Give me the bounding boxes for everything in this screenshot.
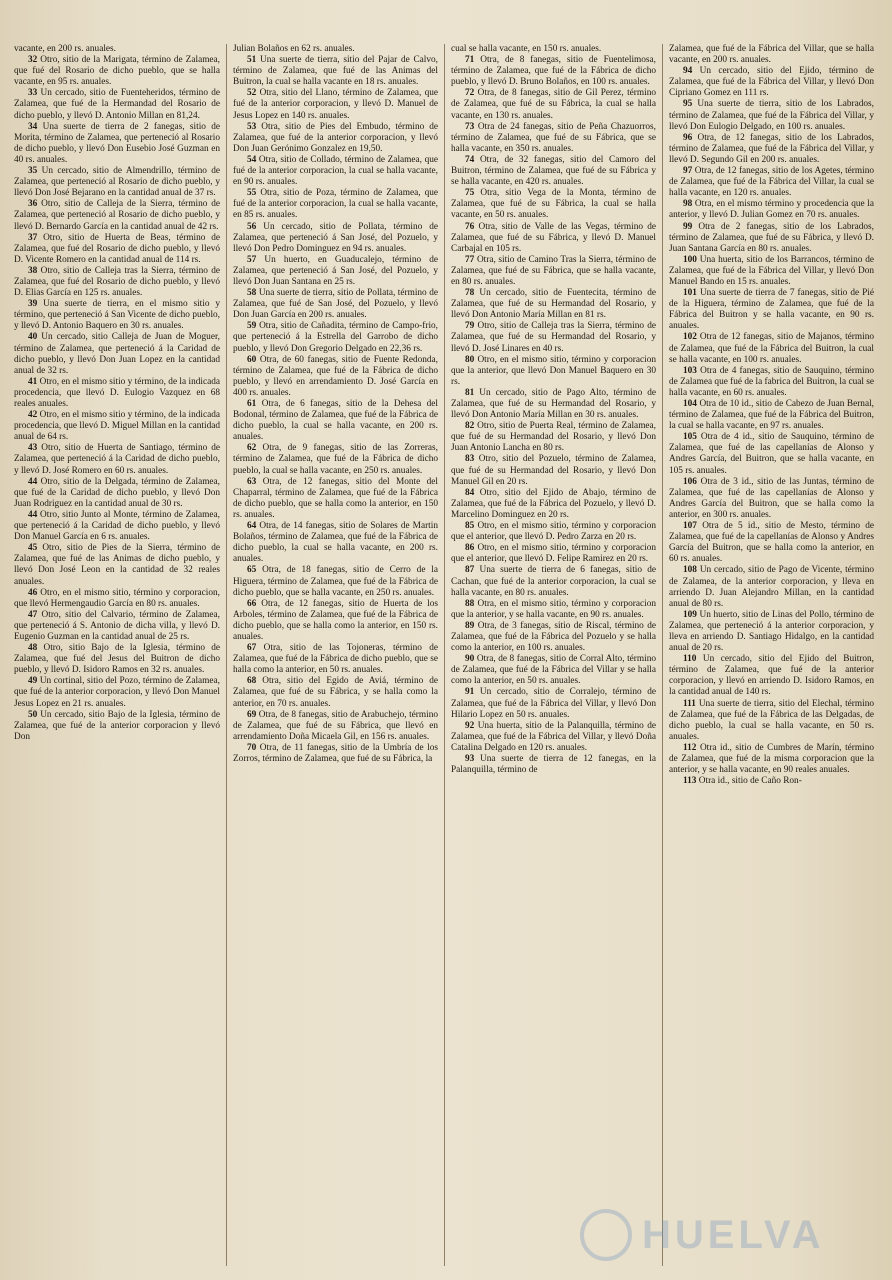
- entry-number: 35: [28, 166, 38, 177]
- entry-text: Otra de 12 fanegas, sitio de Majanos, término de Zalamea, que fué de la Fábrica del Buitron, la cual se halla vacante, en 100 rs. anuales.: [669, 332, 875, 365]
- entry-text: Otra, de 8 fanegas, sitio de Corral Alto, término de Zalamea, que fué de la Fábrica del Villar y se halla como la anterior, en 50 rs. anuales.: [451, 654, 656, 687]
- entry-text: Un cercado, sitio del Ejido, término de Zalamea, que fué de la Fábrica del Villar, y llevó Don Cipriano Gomez en 111 rs.: [669, 66, 875, 99]
- listing-entry: [451, 754, 656, 776]
- entry-number: 92: [465, 720, 475, 731]
- listing-entry: [451, 621, 656, 654]
- listing-entry: [233, 443, 438, 476]
- entry-number: 60: [247, 354, 257, 365]
- entry-number: 105: [683, 432, 697, 443]
- entry-text: Un cercado, sitio de Pago de Vicente, término de Zalamea, de la anterior corporacion, y lleva en arriendo D. Juan Alejandro Millan, en la cantidad anual de 80 rs.: [669, 565, 874, 609]
- listing-entry: [233, 565, 438, 598]
- entry-number: 55: [247, 188, 257, 199]
- listing-entry: [14, 676, 220, 709]
- entry-text: Julian Bolaños en 62 rs. anuales.: [233, 44, 355, 54]
- entry-text: Un huerto, en Guaducalejo, término de Zalamea, que perteneció á San José, del Pozuelo, y llevó Don Juan Santana en 25 rs.: [233, 254, 439, 287]
- listing-entry: [451, 454, 656, 487]
- entry-number: 32: [28, 55, 38, 66]
- entry-number: 36: [28, 199, 38, 210]
- entry-text: Otro, sitio Bajo de la Iglesia, término de Zalamea, que fué del Jesus del Buitron de dicho pueblo, y llevó D. Isidoro Ramos en 32 rs. anuales.: [14, 643, 220, 676]
- entry-text: Otro, sitio de Pies de la Sierra, término de Zalamea, que fué de las Animas de dicho pueblo, y llevó Don José Leon en la cantidad de 32 reales anuales.: [14, 543, 220, 587]
- entry-text: Otra, sitio de Valle de las Vegas, término de Zalamea, que fué de su Fábrica, y llevó D. Manuel Carbajal en 105 rs.: [451, 221, 656, 254]
- entry-text: Otra, en el mismo sitio, término y corporacion que la anterior, y se halla vacante, en 90 rs. anuales.: [451, 598, 656, 620]
- entry-number: 46: [28, 587, 38, 598]
- entry-text: Un cercado, sitio del Ejido del Buitron, término de Zalamea, que fué de la anterior corporacion, y llevó en arriendo D. Isidoro Ramos, en la cantidad anual de 140 rs.: [669, 654, 874, 698]
- listing-entry: [451, 488, 656, 521]
- entry-number: 44: [28, 476, 38, 487]
- listing-entry: [451, 88, 656, 121]
- listing-entry: [14, 588, 220, 610]
- entry-number: 38: [28, 265, 38, 276]
- entry-number: 39: [28, 299, 38, 310]
- entry-text: Otra, de 14 fanegas, sitio de Solares de Martin Bolaños, término de Zalamea, que fué de la Fábrica de dicho pueblo, la cual se halla vacante, en 200 rs. anuales.: [233, 521, 438, 565]
- entry-number: 108: [683, 565, 697, 576]
- entry-text: Otro, sitio de la Marigata, término de Zalamea, que fué del Rosario de dicho pueblo, que se halla vacante, en 95 rs. anuales.: [14, 55, 221, 88]
- listing-entry: [14, 410, 220, 443]
- entry-number: 77: [465, 254, 475, 265]
- entry-number: 33: [28, 88, 38, 99]
- listing-entry: [451, 255, 656, 288]
- listing-entry: [451, 355, 656, 388]
- entry-number: 99: [683, 221, 693, 232]
- entry-number: 81: [465, 387, 475, 398]
- entry-text: Otra, sitio del Llano, término de Zalamea, que fué de la anterior corporacion, y llevó D. Manuel de Jesus Lopez en 140 rs. anuales.: [233, 88, 439, 121]
- entry-text: Una suerte de tierra, sitio de los Labrados, término de Zalamea, que fué de la Fábrica del Villar, y llevó Don Eulogio Delgado, en 100 rs. anuales.: [669, 99, 874, 132]
- entry-number: 51: [247, 55, 257, 66]
- listing-entry: [669, 399, 874, 432]
- entry-number: 88: [465, 598, 475, 609]
- listing-entry: [233, 122, 438, 155]
- entry-number: 62: [247, 443, 257, 454]
- listing-entry: [14, 477, 220, 510]
- entry-text: Otro, en el mismo sitio, término y corporacion que el anterior, que llevó D. Pedro Zarza en 20 rs.: [451, 521, 656, 543]
- entry-number: 44: [28, 509, 38, 520]
- listing-entry: [669, 222, 874, 255]
- listing-entry: [14, 710, 220, 743]
- listing-entry: [233, 355, 438, 399]
- listing-entry: [14, 233, 220, 266]
- entry-number: 52: [247, 88, 257, 99]
- entry-number: 42: [28, 410, 38, 421]
- entry-text: Un cercado, sitio de Fuenteheridos, término de Zalamea, que fué de la Hermandad del Rosario de dicho pueblo, y llevó D. Antonio Millan en 81,24.: [14, 88, 220, 121]
- entry-number: 102: [683, 332, 697, 343]
- entry-text: Otra, de 60 fanegas, sitio de Fuente Redonda, término de Zalamea, que fué de la Fábrica de dicho pueblo, y llevó en arrendamiento D. José García en 400 rs. anuales.: [233, 354, 438, 398]
- listing-entry: [669, 565, 874, 609]
- entry-text: Otra, de 12 fanegas, sitio de los Agetes, término de Zalamea, que fué de la Fábrica del Villar, la cual se halla vacante, en 120 rs. anuales.: [669, 166, 874, 199]
- entry-number: 79: [465, 321, 475, 332]
- entry-number: 43: [28, 443, 38, 454]
- listing-entry: [451, 565, 656, 598]
- entry-number: 112: [683, 742, 697, 753]
- listing-entry: [233, 710, 438, 743]
- entry-number: 54: [247, 154, 257, 165]
- listing-entry: [451, 122, 656, 155]
- entry-number: 97: [683, 166, 693, 177]
- listing-entry: [233, 743, 438, 765]
- entry-text: Otra de 4 fanegas, sitio de Sauquino, término de Zalamea que fué de la fabrica del Buitron, la cual se halla vacante, en 60 rs. anuales.: [669, 365, 874, 398]
- entry-text: Otra, sitio Vega de la Monta, término de Zalamea, que fué de su Fábrica, la cual se halla vacante, en 50 rs. anuales.: [451, 188, 656, 221]
- listing-entry: [451, 188, 656, 221]
- entry-text: Un cercado, sitio de Pollata, término de Zalamea, que perteneció á San José, del Pozuelo, y llevó Don Pedro Dominguez en 94 rs. anuales.: [233, 221, 438, 254]
- listing-entry: [669, 332, 874, 365]
- entry-text: Otra, de 12 fanegas, sitio de Huerta de los Arboles, término de Zalamea, que fué de la Fábrica de dicho pueblo, que se halla como la anterior, en 150 rs. anuales.: [233, 598, 438, 642]
- listing-entry: [233, 88, 438, 121]
- entry-number: 78: [465, 288, 475, 299]
- entry-text: Otra, de 11 fanegas, sitio de la Umbría de los Zorros, término de Zalamea, que fué de su Fábrica, la: [233, 742, 438, 764]
- entry-text: Otro, sitio de Calleja de la Sierra, término de Zalamea, que perteneció al Rosario de dicho pueblo, y llevó D. Bernardo García en la cantidad anual de 42 rs.: [14, 199, 221, 232]
- entry-text: Otro, sitio de Calleja tras la Sierra, término de Zalamea, que fué del Rosario de dicho pueblo, y llevó D. Elias García en 125 rs. anuales.: [14, 265, 220, 299]
- entry-text: Otro, en el mismo sitio, término y corporacion que el anterior, que llevó D. Felipe Ramirez en 20 rs.: [451, 543, 656, 565]
- entry-text: Una huerta, sitio de la Palanquilla, término de Zalamea, que fué de la Fábrica del Villar, y llevó Doña Catalina Delgado en 120 rs. anuales.: [451, 720, 657, 753]
- entry-number: 50: [28, 709, 38, 720]
- entry-number: 96: [683, 132, 693, 143]
- entry-text: Otra, de 32 fanegas, sitio del Camoro del Buitron, término de Zalamea, que fué de su Fábrica y se halla vacante, en 420 rs. anuales.: [451, 154, 656, 188]
- listing-entry: [451, 687, 656, 720]
- entry-text: Otra de 4 id., sitio de Sauquino, término de Zalamea, que fué de las capellanías de Alonso y Andres García, del Buitron, que se halla vacante, en 105 rs. anuales.: [669, 432, 874, 476]
- entry-number: 100: [683, 254, 697, 265]
- entry-number: 104: [683, 399, 697, 409]
- entry-number: 64: [247, 521, 257, 532]
- entry-number: 57: [247, 254, 257, 265]
- listing-entry: [233, 643, 438, 676]
- listing-entry: [233, 55, 438, 88]
- entry-text: Otra, de 18 fanegas, sitio de Cerro de la Higuera, término de Zalamea, que fué de la Fábrica de dicho pueblo, que se halla vacante, en 250 rs. anuales.: [233, 565, 439, 598]
- entry-number: 58: [247, 288, 257, 299]
- listing-entry: [14, 199, 220, 232]
- listing-entry: [233, 477, 438, 521]
- entry-text: Otra de 5 id., sitio de Mesto, término de Zalamea, que fué de la capellanías de Alonso y Andres García del Buitron, que se halla como la anterior, en 60 rs. anuales.: [669, 521, 875, 565]
- listing-entry: [669, 288, 874, 332]
- entry-text: Otro, sitio del Pozuelo, término de Zalamea, que fué de su Hermandad del Rosario, y llevó Don Manuel Gil en 20 rs.: [451, 454, 656, 487]
- listing-entry: [14, 510, 220, 543]
- entry-number: 65: [247, 565, 257, 576]
- entry-text: Una suerte de tierra de 2 fanegas, sitio de Morita, término de Zalamea, que perteneció al Rosario de dicho pueblo, y llevó Don Eusebio José Guzman en 40 rs. anuales.: [14, 121, 220, 165]
- listing-entry: [14, 44, 220, 55]
- listing-entry: [233, 222, 438, 255]
- listing-entry: [233, 676, 438, 709]
- entry-text: Otro, en el mismo sitio, término y corporacion que la anterior, que llevó Don Manuel Baquero en 30 rs.: [451, 354, 656, 387]
- entry-number: 70: [247, 742, 257, 753]
- entry-number: 53: [247, 121, 257, 132]
- listing-entry: [451, 421, 656, 454]
- listing-entry: [14, 377, 220, 410]
- listing-entry: [233, 255, 438, 288]
- listing-entry: [14, 122, 220, 166]
- listing-entry: [14, 543, 220, 587]
- entry-text: Un cercado, sitio de Almendrillo, término de Zalamea, que perteneció al Rosario de dicho pueblo, y llevó Don José Bejarano en la cantidad anual de 37 rs.: [14, 166, 220, 199]
- entry-number: 113: [683, 776, 697, 787]
- entry-text: Otra, de 12 fanegas, sitio de los Labrados, término de Zalamea, que fué de la Fábrica del Villar, y llevó D. Segundo Gil en 200 rs. anuales.: [669, 132, 874, 165]
- listing-entry: [669, 255, 874, 288]
- entry-number: 37: [28, 232, 38, 243]
- entry-text: Un cercado, sitio Calleja de Juan de Moguer, término de Zalamea, que perteneció á la Caridad de dicho pueblo, y llevó Don Juan Lopez en la cantidad anual de 32 rs.: [14, 332, 220, 376]
- entry-text: Otra, sitio de Collado, término de Zalamea, que fué de la anterior corporacion, la cual se halla vacante, en 90 rs. anuales.: [233, 154, 438, 188]
- listing-entry: [669, 44, 874, 66]
- listing-entry: [14, 88, 220, 121]
- listing-entry: [451, 521, 656, 543]
- entry-number: 34: [28, 121, 38, 132]
- entry-number: 87: [465, 565, 475, 576]
- entry-number: 90: [465, 654, 475, 665]
- entry-text: Otra, de 9 fanegas, sitio de las Zorreras, término de Zalamea, que fué de la Fábrica de dicho pueblo, la cual se halla vacante, en 250 rs. anuales.: [233, 443, 438, 476]
- listing-entry: [14, 610, 220, 643]
- listing-entry: [669, 654, 874, 698]
- entry-text: Otro, sitio del Calvario, término de Zalamea, que perteneció á S. Antonio de dicha villa, y llevó D. Eugenio Guzman en la cantidad anual de 25 rs.: [14, 609, 220, 642]
- listing-entry: [14, 643, 220, 676]
- listing-entry: [451, 222, 656, 255]
- entry-text: cual se halla vacante, en 150 rs. anuales.: [451, 44, 602, 54]
- entry-number: 69: [247, 709, 257, 720]
- listing-entry: [451, 654, 656, 687]
- listing-entry: [669, 743, 874, 776]
- listing-entry: [14, 55, 220, 88]
- entry-text: Otra, sitio de Poza, término de Zalamea, que fué de la anterior corporacion, la cual se halla vacante, en 85 rs. anuales.: [233, 188, 438, 221]
- entry-text: Otra, de 6 fanegas, sitio de la Dehesa del Bodonal, término de Zalamea, que fué de la Fábrica de dicho pueblo, la cual se halla vacante, en 200 rs. anuales.: [233, 399, 438, 443]
- entry-text: Otro, sitio de Calleja tras la Sierra, término de Zalamea, que fué de su Hermandad del Rosario, y llevó D. José Linares en 40 rs.: [451, 321, 656, 354]
- entry-number: 85: [465, 521, 475, 532]
- listing-entry: [451, 321, 656, 354]
- column-3: [444, 44, 662, 1266]
- listing-entry: [233, 521, 438, 565]
- entry-number: 67: [247, 643, 257, 654]
- entry-number: 49: [28, 676, 38, 687]
- entry-text: Una suerte de tierra, sitio de Pollata, término de Zalamea, que fué de San José, del Pozuelo, y llevó Don Juan García en 200 rs. anuales.: [233, 288, 439, 321]
- listing-entry: [233, 399, 438, 443]
- entry-text: Otra, de 12 fanegas, sitio del Monte del Chaparral, término de Zalamea, que fué de la Fábrica de dicho pueblo, que se halla como la anterior, en 150 rs. anuales.: [233, 476, 439, 520]
- entry-text: Una suerte de tierra, en el mismo sitio y término, que perteneció á San Vicente de dicho pueblo, y llevó D. Antonio Baquero en 30 rs. anuales.: [14, 299, 220, 332]
- entry-number: 56: [247, 221, 257, 232]
- entry-text: Un cercado, sitio de Fuentecita, término de Zalamea, que fué de su Hermandad del Rosario, y llevó Don Antonio María Millan en 81 rs.: [451, 288, 657, 321]
- entry-text: Otra, de 3 fanegas, sitio de Riscal, término de Zalamea, que fué de la Fábrica del Pozuelo y se halla como la anterior, en 100 rs. anuales.: [451, 620, 657, 654]
- entry-text: Otra, en el mismo término y procedencia que la anterior, y llevó D. Julian Gomez en 70 rs. anuales.: [669, 199, 874, 221]
- entry-number: 75: [465, 188, 475, 199]
- entry-number: 84: [465, 487, 475, 498]
- column-1: [8, 44, 226, 1266]
- listing-entry: [669, 166, 874, 199]
- listing-entry: [14, 332, 220, 376]
- entry-text: Un cortinal, sitio del Pozo, término de Zalamea, que fué de la anterior corporacion, y llevó Don Manuel Jesus Lopez en 21 rs. anuales.: [14, 676, 220, 709]
- listing-entry: [669, 699, 874, 743]
- entry-number: 82: [465, 421, 475, 432]
- entry-number: 91: [465, 687, 475, 698]
- column-2: [226, 44, 444, 1266]
- entry-number: 93: [465, 754, 475, 764]
- entry-number: 47: [28, 609, 38, 620]
- listing-entry: [233, 288, 438, 321]
- entry-text: Un cercado, sitio de Pago Alto, término de Zalamea, que fué de su Hermandad del Rosario, y llevó Don Antonio María Millan en 30 rs. anuales.: [451, 387, 656, 421]
- text-columns: [8, 44, 880, 1266]
- listing-entry: [451, 721, 656, 754]
- entry-text: Otra, sitio de Pies del Embudo, término de Zalamea, que fué de la anterior corporacion, y llevó Don Juan Gerónimo Gonzalez en 19,50.: [233, 121, 439, 154]
- entry-number: 110: [683, 654, 697, 665]
- listing-entry: [233, 155, 438, 188]
- entry-number: 66: [247, 598, 257, 609]
- listing-entry: [233, 599, 438, 643]
- listing-entry: [451, 44, 656, 55]
- entry-text: Otro, sitio de Puerta Real, término de Zalamea, que fué de su Hermandad del Rosario, y llevó Don Juan Antonio Lancha en 80 rs.: [451, 421, 656, 454]
- listing-entry: [14, 443, 220, 476]
- entry-number: 103: [683, 365, 697, 376]
- entry-text: Otro, sitio de la Delgada, término de Zalamea, que fué de la Caridad de dicho pueblo, y llevó Don Juan Rodriguez en la cantidad anual de 30 rs.: [14, 476, 221, 509]
- entry-text: Otro, en el mismo sitio y término, de la indicada procedencia, que llevó D. Miguel Millan en la cantidad anual de 64 rs.: [14, 410, 220, 443]
- entry-number: 89: [465, 620, 475, 631]
- entry-text: Otro, sitio de Huerta de Santiago, término de Zalamea, que perteneció á la Caridad de dicho pueblo, y llevó D. José Romero en 60 rs. anuales.: [14, 443, 221, 476]
- listing-entry: [669, 477, 874, 521]
- entry-text: Otra, sitio de Cañadita, término de Campo-frio, que perteneció á la Estrella del Garrobo de dicho pueblo, y llevó Don Gregorio Delgado en 22,36 rs.: [233, 321, 438, 354]
- entry-number: 80: [465, 354, 475, 365]
- entry-text: Otra, sitio del Egido de Aviá, término de Zalamea, que fué de su Fábrica, y se halla como la anterior, en 70 rs. anuales.: [233, 676, 438, 709]
- entry-text: Otra, sitio de las Tojoneras, término de Zalamea, que fué de la Fábrica de dicho pueblo, que se halla como la anterior, en 50 rs. anuales.: [233, 643, 438, 676]
- entry-number: 48: [28, 643, 38, 654]
- listing-entry: [233, 188, 438, 221]
- entry-text: Otro, sitio del Ejido de Abajo, término de Zalamea, que fué de la Fábrica del Pozuelo, y llevó D. Marcelino Dominguez en 20 rs.: [451, 487, 656, 520]
- entry-text: Un cercado, sitio Bajo de la Iglesia, término de Zalamea, que fué de la anterior corporacion y llevó Don: [14, 709, 220, 742]
- entry-number: 76: [465, 221, 475, 232]
- entry-text: Otra de 10 id., sitio de Cabezo de Juan Bernal, término de Zalamea, que fué de la Fábrica del Buitron, la cual se halla vacante, en 97 rs. anuales.: [669, 399, 874, 432]
- entry-number: 59: [247, 321, 257, 332]
- listing-entry: [451, 155, 656, 188]
- entry-number: 63: [247, 476, 257, 487]
- listing-entry: [14, 299, 220, 332]
- entry-text: Otra, de 8 fanegas, sitio de Arabuchejo, término de Zalamea, que fué de su Fábrica, que llevó en arrendamiento Doña Micaela Gil, en 156 rs. anuales.: [233, 709, 438, 742]
- entry-text: Una huerta, sitio de los Barrancos, término de Zalamea, que fué de la Fábrica del Villar, y llevó Don Manuel Bando en 15 rs. anuales.: [669, 254, 875, 287]
- entry-text: Un cercado, sitio de Corralejo, término de Zalamea, que fué de la Fábrica del Villar, y llevó Don Hilario Lopez en 50 rs. anuales.: [451, 687, 656, 720]
- listing-entry: [14, 266, 220, 299]
- entry-number: 45: [28, 543, 38, 554]
- entry-number: 68: [247, 676, 257, 687]
- entry-text: Otra de 2 fanegas, sitio de los Labrados, término de Zalamea, que fué de su Fábrica, y llevó D. Juan Santana García en 80 rs. anuales.: [669, 221, 874, 254]
- listing-entry: [669, 432, 874, 476]
- listing-entry: [451, 543, 656, 565]
- entry-text: Otro, sitio Junto al Monte, término de Zalamea, que perteneció á la Caridad de dicho pueblo, y llevó Don Manuel García en 6 rs. anuales.: [14, 509, 220, 543]
- entry-number: 74: [465, 154, 475, 165]
- watermark-text: HUELVA: [642, 1212, 825, 1257]
- listing-entry: [669, 366, 874, 399]
- listing-entry: [451, 599, 656, 621]
- entry-text: Un huerto, sitio de Linas del Pollo, término de Zalamea, que perteneció á la anterior corporacion, y lleva en arriendo D. Santiago Hidalgo, en la cantidad anual de 20 rs.: [669, 609, 874, 654]
- entry-text: Una suerte de tierra, sitio del Elechal, término de Zalamea, que fué de la Fábrica de las Delgadas, de dicho pueblo, la cual se halla vacante, en 50 rs. anuales.: [669, 698, 875, 742]
- listing-entry: [451, 55, 656, 88]
- entry-number: 73: [465, 121, 475, 132]
- entry-text: Otra id., sitio de Cumbres de Marín, término de Zalamea, que fué de la misma corporacion que la anterior, y se halla vacante, en 90 reales anuales.: [669, 742, 875, 776]
- entry-text: Otro, en el mismo sitio y término, de la indicada procedencia, que llevó D. Eulogio Vazquez en 68 reales anuales.: [14, 376, 220, 409]
- entry-text: Otra de 3 id., sitio de las Juntas, término de Zalamea, que fué de las capellanías de Alonso y Andres García del Buitron, que se halla como la anterior, en 300 rs. anuales.: [669, 476, 874, 520]
- entry-number: 41: [28, 376, 38, 387]
- listing-entry: [233, 321, 438, 354]
- listing-entry: [669, 66, 874, 99]
- entry-number: 86: [465, 543, 475, 554]
- listing-entry: [669, 521, 874, 565]
- entry-text: Una suerte de tierra, sitio del Pajar de Calvo, término de Zalamea, que fué de las Animas del Buitron, la cual se halla vacante en 18 rs. anuales.: [233, 55, 438, 88]
- listing-entry: [669, 199, 874, 221]
- entry-number: 111: [683, 698, 696, 709]
- column-4: [662, 44, 880, 1266]
- entry-number: 107: [683, 521, 697, 532]
- listing-entry: [669, 776, 874, 787]
- listing-entry: [14, 166, 220, 199]
- entry-text: Otra, de 8 fanegas, sitio de Fuentelimosa, término de Zalamea, que fué de la Fábrica de dicho pueblo, y llevó D. Bruno Bolaños, en 100 rs. anuales.: [451, 55, 656, 88]
- watermark-logo: [580, 1200, 880, 1270]
- watermark-ring-icon: [580, 1209, 632, 1261]
- listing-entry: [669, 99, 874, 132]
- entry-text: Una suerte de tierra de 6 fanegas, sitio de Cachan, que fué de la anterior corporacion, la cual se halla vacante, en 80 rs. anuales.: [451, 565, 656, 598]
- entry-number: 94: [683, 66, 693, 77]
- entry-number: 61: [247, 399, 257, 409]
- entry-text: Una suerte de tierra de 7 fanegas, sitio de Pié de la Higuera, término de Zalamea, que fué de la Fábrica del Buitron y se halla vacante, en 90 rs. anuales.: [669, 288, 874, 332]
- entry-number: 71: [465, 55, 475, 66]
- entry-text: Otro, sitio de Huerta de Beas, término de Zalamea, que fué del Rosario de dicho pueblo, y llevó D. Vicente Romero en la cantidad anual de 114 rs.: [14, 232, 220, 265]
- entry-number: 72: [465, 88, 475, 99]
- entry-text: Una suerte de tierra de 12 fanegas, en la Palanquilla, término de: [451, 754, 657, 776]
- entry-text: Otra, de 8 fanegas, sitio de Gil Perez, término de Zalamea, que fué de su Fábrica, la cual se halla vacante, en 130 rs. anuales.: [451, 88, 656, 121]
- entry-text: vacante, en 200 rs. anuales.: [14, 44, 116, 54]
- entry-number: 101: [683, 288, 697, 299]
- entry-text: Otra id., sitio de Caño Ron-: [698, 776, 802, 787]
- entry-text: Otro, en el mismo sitio, término y corporacion, que llevó Hermengaudio García en 80 rs. anuales.: [14, 587, 221, 609]
- entry-number: 95: [683, 99, 693, 110]
- entry-text: Otra, sitio de Camino Tras la Sierra, término de Zalamea, que fué de su Fábrica, que se halla vacante, en 80 rs. anuales.: [451, 254, 656, 287]
- entry-number: 109: [683, 609, 697, 620]
- listing-entry: [233, 44, 438, 55]
- listing-entry: [669, 610, 874, 654]
- listing-entry: [451, 288, 656, 321]
- entry-text: Zalamea, que fué de la Fábrica del Villar, que se halla vacante, en 200 rs. anuales.: [669, 44, 874, 66]
- listing-entry: [451, 388, 656, 421]
- entry-text: Otra de 24 fanegas, sitio de Peña Chazuorros, término de Zalamea, que fué de su Fábrica, que se halla vacante, en 350 rs. anuales.: [451, 121, 656, 154]
- entry-number: 40: [28, 332, 38, 343]
- listing-entry: [669, 133, 874, 166]
- entry-number: 98: [683, 199, 693, 210]
- entry-number: 83: [465, 454, 475, 465]
- entry-number: 106: [683, 476, 697, 487]
